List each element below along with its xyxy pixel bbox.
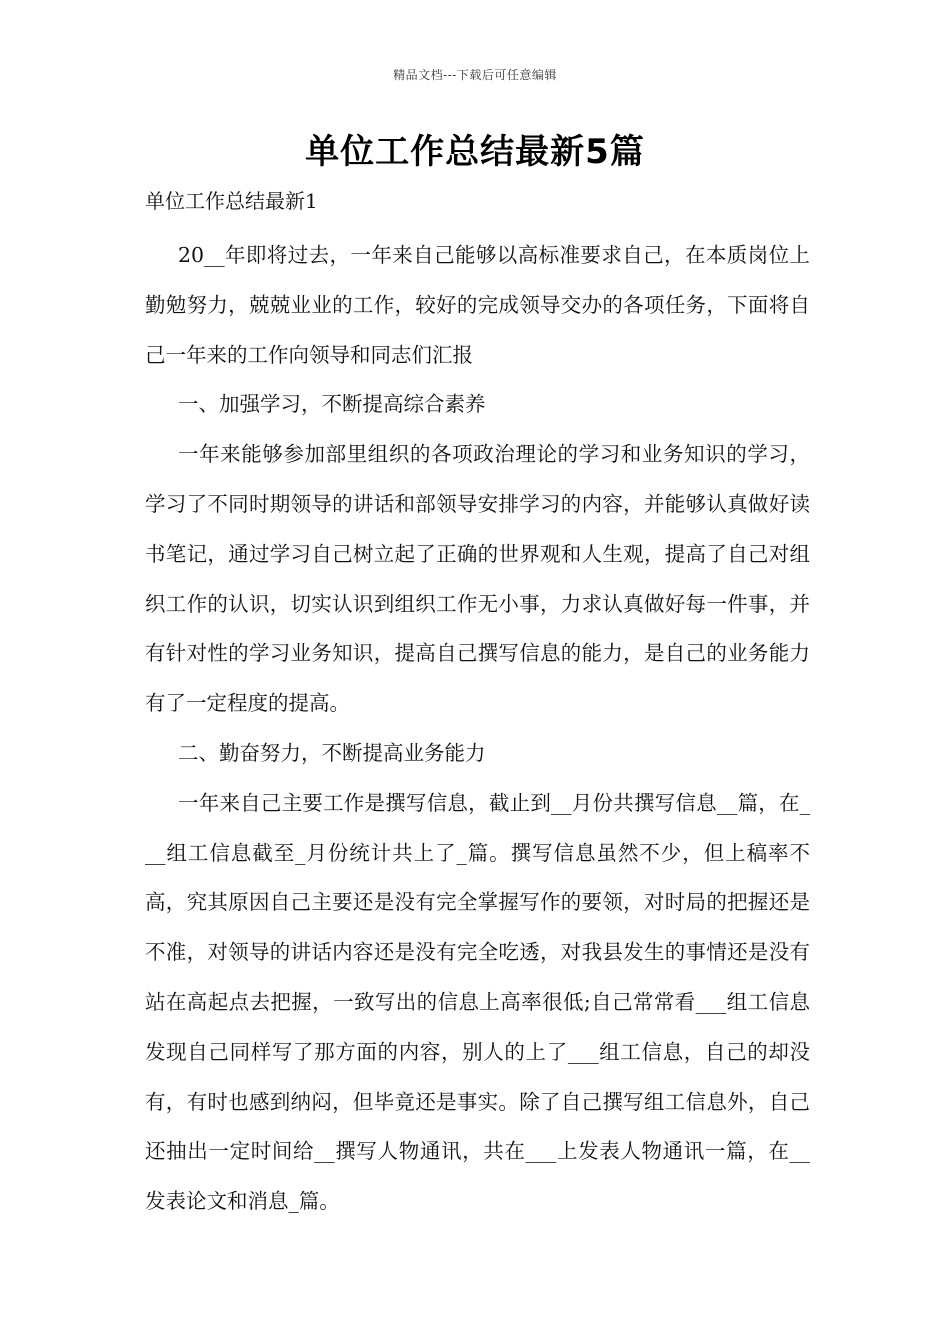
section-heading-2: 二、勤奋努力，不断提高业务能力 bbox=[178, 740, 486, 765]
section-subtitle: 单位工作总结最新1 bbox=[145, 189, 318, 213]
document-body bbox=[145, 183, 810, 1227]
section-heading-1: 一、加强学习，不断提高综合素养 bbox=[178, 392, 486, 417]
paragraph-work: 一年来自己主要工作是撰写信息，截止到__月份共撰写信息__篇，在___组工信息截至_月份统计共上了_篇。撰写信息虽然不少，但上稿率不高，究其原因自己主要还是没有完全掌握写作的要领，对时局的把握还是不准，对领导的讲话内容还是没有完全吃透，对我县发生的事情还是没有站在高起点去把握，一致写出的信息上高率很低;自己常常看___组工信息发现自己同样写了那方面的内容，别人的上了___组工信息，自己的却没有，有时也感到纳闷，但毕竟还是事实。除了自己撰写组工信息外，自己还抽出一定时间给__撰写人物通讯，共在___上发表人物通讯一篇，在__发表论文和消息_篇。 bbox=[145, 790, 810, 1214]
header-note: 精品文档---下载后可任意编辑 bbox=[393, 68, 557, 82]
paragraph-intro: 20__年即将过去，一年来自己能够以高标准要求自己，在本质岗位上勤勉努力，兢兢业业的工作，较好的完成领导交办的各项任务，下面将自己一年来的工作向领导和同志们汇报 bbox=[145, 243, 810, 367]
paragraph-study: 一年来能够参加部里组织的各项政治理论的学习和业务知识的学习，学习了不同时期领导的讲话和部领导安排学习的内容，并能够认真做好读书笔记，通过学习自己树立起了正确的世界观和人生观，提高了自己对组织工作的认识，切实认识到组织工作无小事，力求认真做好每一件事，并有针对性的学习业务知识，提高自己撰写信息的能力，是自己的业务能力有了一定程度的提高。 bbox=[145, 442, 810, 716]
document-title: 单位工作总结最新5篇 bbox=[305, 132, 645, 172]
